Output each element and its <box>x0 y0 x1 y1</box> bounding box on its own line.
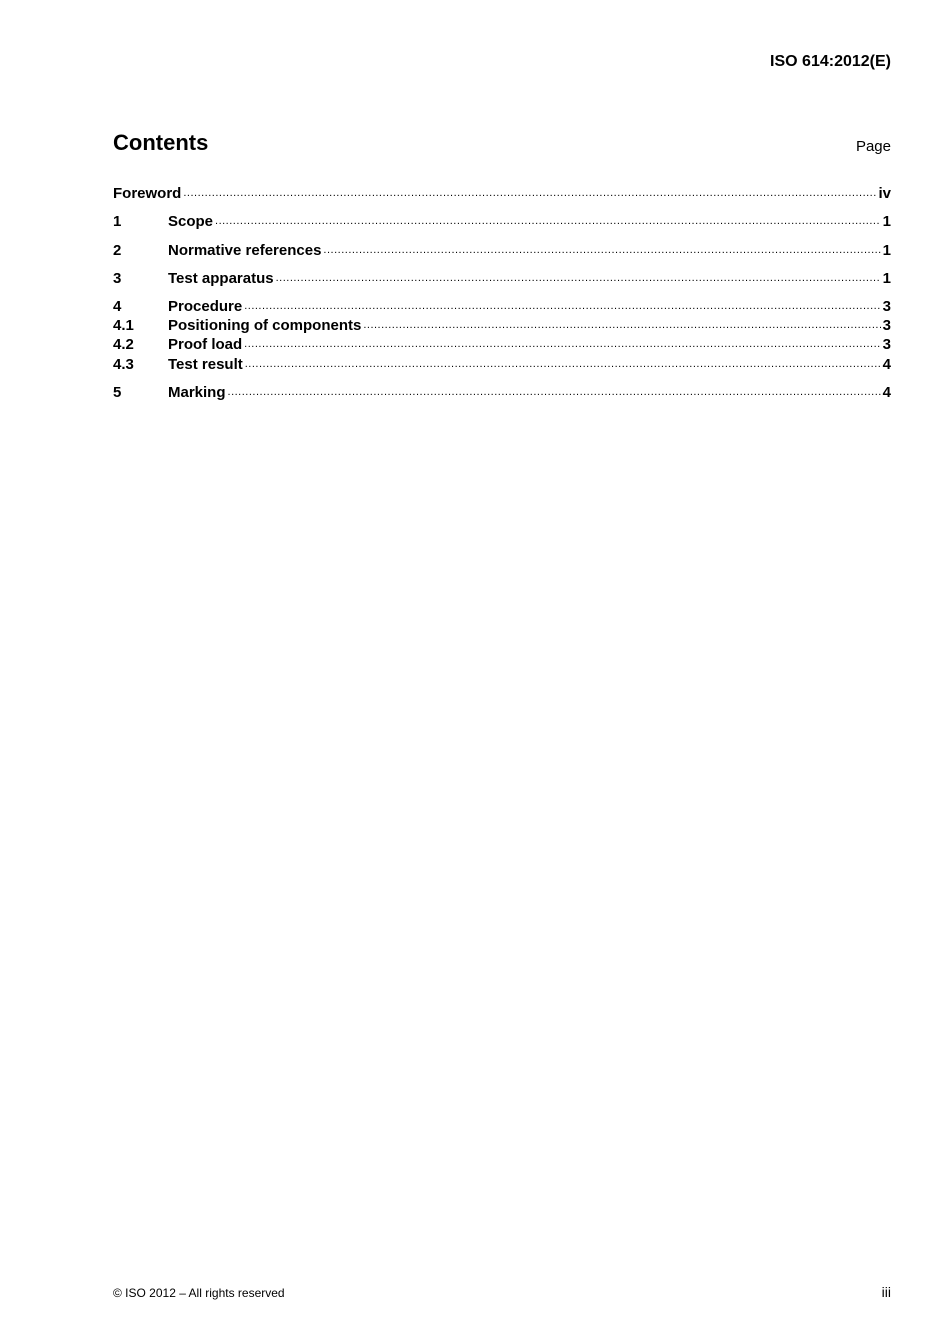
toc-entry-positioning-of-components[interactable] <box>113 314 891 334</box>
toc-entry-title: Normative references <box>168 242 322 259</box>
toc-entry-title: Marking <box>168 384 226 401</box>
contents-header <box>113 130 891 160</box>
toc-entry-number: 4 <box>113 298 122 315</box>
toc-entry-number: 4.2 <box>113 336 134 353</box>
toc-dot-leader <box>215 216 881 227</box>
footer-copyright: © ISO 2012 – All rights reserved <box>113 1286 285 1300</box>
toc-entry-number: 3 <box>113 270 122 287</box>
toc-entry-title: Test apparatus <box>168 270 274 287</box>
toc-entry-title: Procedure <box>168 298 243 315</box>
toc-entry-marking[interactable] <box>113 381 891 401</box>
toc-entry-number: 4.3 <box>113 356 134 373</box>
toc-entry-title: Scope <box>168 213 214 230</box>
toc-dot-leader <box>183 188 876 199</box>
toc-dot-leader <box>276 273 881 284</box>
toc-entry-title: Foreword <box>113 185 182 202</box>
footer-page-number: iii <box>881 1284 891 1300</box>
toc-entry-number: 1 <box>113 213 122 230</box>
toc-entry-title: Positioning of components <box>168 317 362 334</box>
toc-entry-title: Test result <box>168 356 243 373</box>
toc-dot-leader <box>323 245 880 256</box>
toc-entry-number: 4.1 <box>113 317 134 334</box>
page-column-label: Page <box>855 138 891 155</box>
toc-entry-page: iv <box>878 185 891 202</box>
toc-entry-procedure[interactable] <box>113 295 891 315</box>
toc-entry-scope[interactable] <box>113 210 891 230</box>
toc-entry-page: 1 <box>882 270 891 287</box>
document-id: ISO 614:2012(E) <box>770 53 891 70</box>
toc-dot-leader <box>244 301 880 312</box>
toc-entry-test-result[interactable] <box>113 353 891 373</box>
toc-entry-normative-references[interactable] <box>113 239 891 259</box>
toc-dot-leader <box>363 320 880 331</box>
toc-entry-title: Proof load <box>168 336 243 353</box>
toc-dot-leader <box>245 359 881 370</box>
toc-entry-page: 1 <box>882 213 891 230</box>
toc-entry-foreword[interactable] <box>113 182 891 202</box>
toc-entry-page: 3 <box>882 336 891 353</box>
contents-title: Contents <box>113 130 209 155</box>
toc-entry-proof-load[interactable] <box>113 333 891 353</box>
toc-entry-number: 2 <box>113 242 122 259</box>
toc-entry-number: 5 <box>113 384 122 401</box>
toc-dot-leader <box>228 387 881 398</box>
toc-entry-test-apparatus[interactable] <box>113 267 891 287</box>
toc-entry-page: 4 <box>882 384 891 401</box>
toc-entry-page: 4 <box>882 356 891 373</box>
toc-entry-page: 1 <box>882 242 891 259</box>
toc-dot-leader <box>244 339 880 350</box>
toc-entry-page: 3 <box>882 317 891 334</box>
toc-entry-page: 3 <box>882 298 891 315</box>
